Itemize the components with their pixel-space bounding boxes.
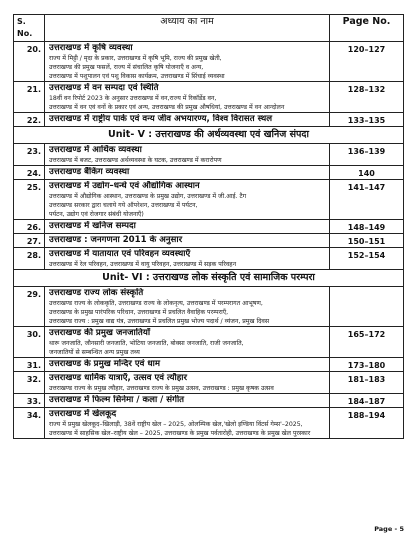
chapter-title: उत्तराखण्ड में वन सम्पदा एवं स्थिति xyxy=(49,83,159,93)
chapter-number: 20. xyxy=(14,42,45,82)
chapter-subtopics: राज्य में प्रमुख खेलकूद–खिलाड़ी, 38वें राष्ट्रीय खेल – 2025, ओलम्पिक खेल,'खेलो इण्डिया विंटर्स गेम्स'–2025, xyxy=(49,421,303,428)
page-range: 173–180 xyxy=(330,358,404,372)
chapter-subtopics: उत्तराखण्ड में साहसिक खेल–राष्ट्रीय खेल – 2025, उत्तराखण्ड के प्रमुख पर्वतारोही, उत्तराखण्ड के प्रमुख खेल पुरस्कार xyxy=(49,430,311,437)
chapter-cell xyxy=(45,42,330,82)
chapter-subtopics: उत्तराखण्ड राज्य : प्रमुख वाद्य यंत्र, उत्तराखण्ड में प्रचलित प्रमुख भोज्य पदार्थ / व्यंजन, प्रमुख दिवस xyxy=(49,318,270,325)
toc-body xyxy=(14,42,404,439)
page-range: 128–132 xyxy=(330,82,404,113)
chapter-subtopics: उत्तराखण्ड राज्य के लोककृति, उत्तराखण्ड राज्य के लोकनृत्य, उत्तराखण्ड में परम्परागत आभूषण, xyxy=(49,300,263,307)
chapter-title: उत्तराखण्ड में फिल्म सिनेमा / कला / संगीत xyxy=(49,395,185,405)
page-range: 136–139 xyxy=(330,144,404,166)
header-chapter: अध्याय का नाम xyxy=(45,15,330,42)
chapter-subtopics: राज्य में मिट्टी / मृदा के प्रकार, उत्तराखण्ड में कृषि भूमि, राज्य की प्रमुख खेती, xyxy=(49,55,222,62)
chapter-subtopics: उत्तराखण्ड में पशुपालन एवं पशु विकास कार्यक्रम, उत्तराखण्ड में सिंचाई व्यवस्था xyxy=(49,73,225,80)
chapter-subtopics: उत्तराखण्ड में रेल परिवहन, उत्तराखण्ड में वायु परिवहन, उत्तराखण्ड में सड़क परिवहन xyxy=(49,261,237,268)
header-page: Page No. xyxy=(330,15,404,42)
chapter-number: 26. xyxy=(14,220,45,234)
header-sno: S. No. xyxy=(14,15,45,42)
page-range: 165–172 xyxy=(330,327,404,358)
page-range: 148–149 xyxy=(330,220,404,234)
chapter-title: उत्तराखण्ड में कृषि व्यवस्था xyxy=(49,43,133,53)
page-range: 150–151 xyxy=(330,234,404,248)
chapter-number: 29. xyxy=(14,287,45,327)
chapter-title: उत्तराखण्ड राज्य लोक संस्कृति xyxy=(49,288,144,298)
chapter-row xyxy=(14,144,404,166)
chapter-cell xyxy=(45,234,330,248)
chapter-row xyxy=(14,113,404,127)
chapter-cell xyxy=(45,248,330,270)
chapter-row xyxy=(14,166,404,180)
chapter-cell xyxy=(45,394,330,408)
page-range: 152–154 xyxy=(330,248,404,270)
chapter-row xyxy=(14,327,404,358)
chapter-title: उत्तराखण्ड बैंकिंग व्यवस्था xyxy=(49,167,130,177)
page-range: 181–183 xyxy=(330,372,404,394)
chapter-row xyxy=(14,408,404,439)
chapter-cell xyxy=(45,82,330,113)
chapter-subtopics: उत्तराखण्ड राज्य के प्रमुख त्यौहार, उत्तराखण्ड राज्य के प्रमुख उत्सव, उत्तराखण्ड : प्रमुख कृषक उत्सव xyxy=(49,385,274,392)
page-number: Page - 5 xyxy=(374,525,404,533)
page-range: 141–147 xyxy=(330,180,404,220)
chapter-title: उत्तराखण्ड में उद्योग–धन्धे एवं औद्योगिक आस्थान xyxy=(49,181,200,191)
chapter-cell xyxy=(45,144,330,166)
chapter-number: 21. xyxy=(14,82,45,113)
chapter-title: उत्तराखण्ड के प्रमुख मन्दिर एवं धाम xyxy=(49,359,160,369)
chapter-subtopics: 18वीं वन रिपोर्ट 2023 के अनुसार उत्तराखण्ड में वन,राज्य में रिकॉर्डेड वन, xyxy=(49,95,217,102)
chapter-row xyxy=(14,180,404,220)
chapter-cell xyxy=(45,327,330,358)
chapter-subtopics: उत्तराखण्ड सरकार द्वारा चलाये गये ऑपरेशन, उत्तराखण्ड में पर्यटन, xyxy=(49,202,198,209)
chapter-number: 22. xyxy=(14,113,45,127)
chapter-row xyxy=(14,42,404,82)
unit-heading: Unit- VI : उत्तराखण्ड लोक संस्कृति एवं सामाजिक परम्परा xyxy=(14,270,404,287)
page-range: 140 xyxy=(330,166,404,180)
chapter-title: उत्तराखण्ड में खनिज सम्पदा xyxy=(49,221,136,231)
chapter-row xyxy=(14,220,404,234)
unit-row xyxy=(14,127,404,144)
chapter-number: 31. xyxy=(14,358,45,372)
chapter-row xyxy=(14,82,404,113)
chapter-cell xyxy=(45,113,330,127)
chapter-row xyxy=(14,372,404,394)
header-row xyxy=(14,15,404,42)
chapter-row xyxy=(14,358,404,372)
chapter-cell xyxy=(45,180,330,220)
chapter-subtopics: पर्यटन, उद्योग एवं रोजगार संबंधी योजनाएँ) xyxy=(49,211,144,218)
chapter-subtopics: उत्तराखण्ड में औद्योगिक आस्थान, उत्तराखण्ड के प्रमुख उद्योग, उत्तराखण्ड में जी.आई. टैग xyxy=(49,193,247,200)
chapter-row xyxy=(14,234,404,248)
chapter-number: 34. xyxy=(14,408,45,439)
chapter-title: उत्तराखण्ड की प्रमुख जनजातियाँ xyxy=(49,328,151,338)
chapter-subtopics: उत्तराखण्ड के प्रमुख पारंपरिक परिधान, उत्तराखण्ड में प्रचलित वैवाहिक परम्पराएँ, xyxy=(49,309,229,316)
chapter-subtopics: जनजातियों से सम्बन्धित अन्य प्रमुख तथ्य xyxy=(49,349,140,356)
chapter-subtopics: उत्तराखण्ड में वन एवं वनों के प्रकार एवं अन्य, उत्तराखण्ड की प्रमुख औषधियां, उत्तराखण्ड में वन आन्दोलन xyxy=(49,104,285,111)
chapter-title: उत्तराखण्ड में आर्थिक व्यवस्था xyxy=(49,145,142,155)
chapter-cell xyxy=(45,408,330,439)
table-of-contents xyxy=(13,14,404,439)
page-range: 133–135 xyxy=(330,113,404,127)
chapter-title: उत्तराखण्ड धार्मिक यात्राएँ, उत्सव एवं त्यौहार xyxy=(49,373,188,383)
chapter-number: 30. xyxy=(14,327,45,358)
chapter-number: 28. xyxy=(14,248,45,270)
chapter-number: 27. xyxy=(14,234,45,248)
chapter-number: 24. xyxy=(14,166,45,180)
chapter-title: उत्तराखण्ड : जनगणना 2011 के अनुसार xyxy=(49,235,183,245)
chapter-number: 33. xyxy=(14,394,45,408)
page-range: 188–194 xyxy=(330,408,404,439)
chapter-row xyxy=(14,394,404,408)
chapter-number: 25. xyxy=(14,180,45,220)
page-range xyxy=(330,287,404,327)
chapter-number: 23. xyxy=(14,144,45,166)
chapter-title: उत्तराखण्ड में यातायात एवं परिवहन व्यवस्थाएँ xyxy=(49,249,191,259)
chapter-title: उत्तराखण्ड में राष्ट्रीय पार्क एवं वन्य जीव अभयारण्य, विश्व विरासत स्थल xyxy=(49,114,273,124)
chapter-row xyxy=(14,287,404,327)
page-range: 184–187 xyxy=(330,394,404,408)
chapter-title: उत्तराखण्ड में खेलकूद xyxy=(49,409,117,419)
chapter-number: 32. xyxy=(14,372,45,394)
chapter-cell xyxy=(45,166,330,180)
chapter-cell xyxy=(45,372,330,394)
unit-row xyxy=(14,270,404,287)
unit-heading: Unit- V : उत्तराखण्ड की अर्थव्यवस्था एवं खनिज संपदा xyxy=(14,127,404,144)
chapter-cell xyxy=(45,287,330,327)
chapter-cell xyxy=(45,358,330,372)
chapter-row xyxy=(14,248,404,270)
page-range: 120–127 xyxy=(330,42,404,82)
chapter-subtopics: थारू जनजाति, जौनसारी जनजाति, भोटिया जनजाति, बोक्सा जनजाति, राजी जनजाति, xyxy=(49,340,244,347)
chapter-subtopics: उत्तराखण्ड में बजट, उत्तराखण्ड अर्थव्यवस्था के घटक, उत्तराखण्ड में करारोपण xyxy=(49,157,222,164)
chapter-subtopics: उत्तराखण्ड की प्रमुख फसलें, राज्य में संचालित कृषि योजनाएँ व अन्य, xyxy=(49,64,204,71)
chapter-cell xyxy=(45,220,330,234)
